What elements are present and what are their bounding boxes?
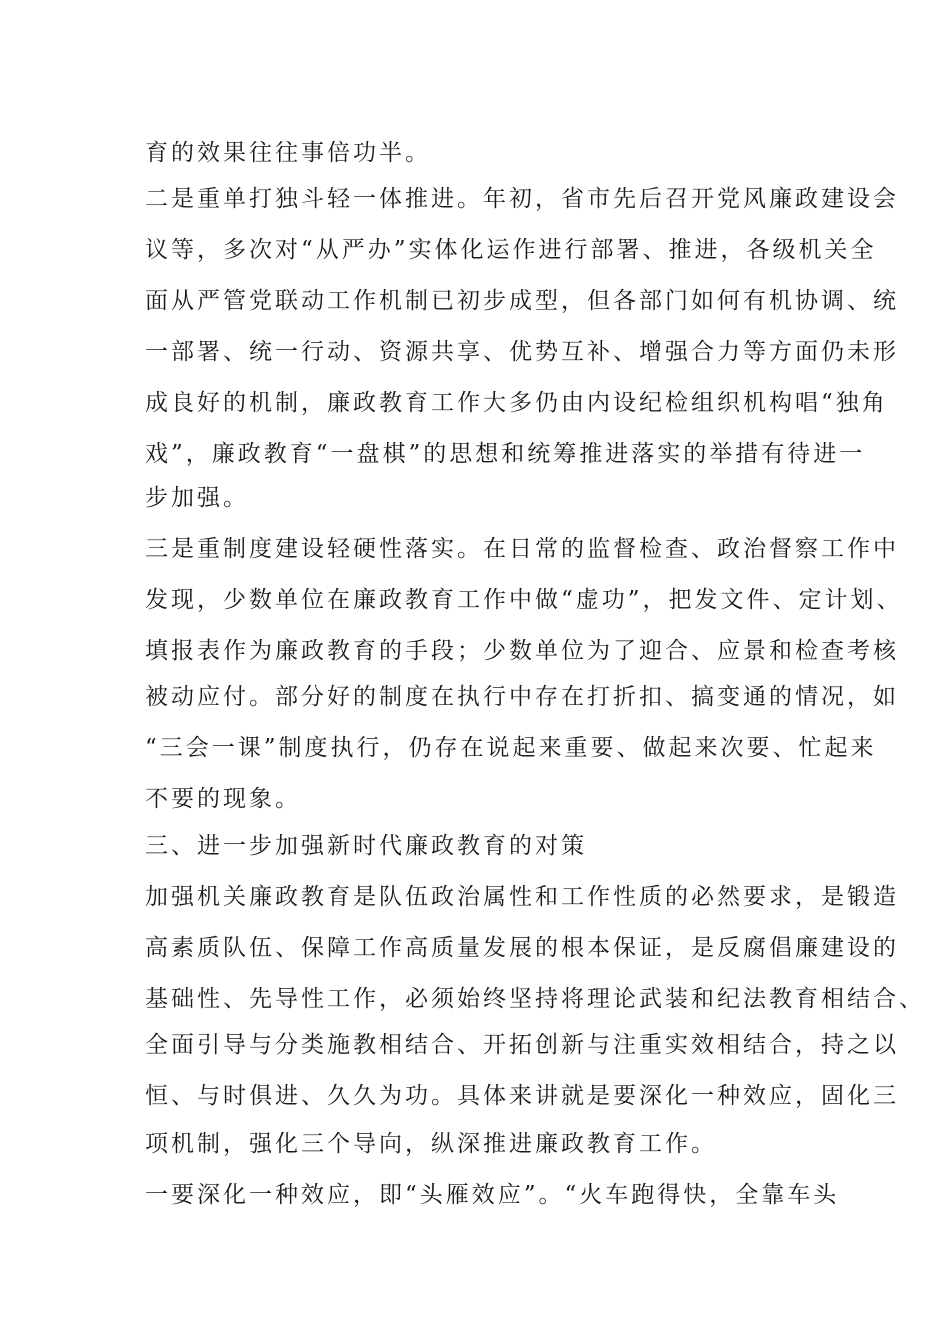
text-line: 议等，多次对“从严办”实体化运作进行部署、推进，各级机关全 [145, 237, 877, 263]
section-heading: 三、进一步加强新时代廉政教育的对策 [145, 833, 587, 859]
text-line: 一部署、统一行动、资源共享、优势互补、增强合力等方面仍未形 [145, 339, 899, 365]
text-line: 恒、与时俱进、久久为功。具体来讲就是要深化一种效应，固化三 [145, 1083, 899, 1109]
text-line: 基础性、先导性工作，必须始终坚持将理论武装和纪法教育相结合、 [145, 986, 925, 1012]
text-line: 面从严管党联动工作机制已初步成型，但各部门如何有机协调、统 [145, 288, 899, 314]
text-line: 高素质队伍、保障工作高质量发展的根本保证，是反腐倡廉建设的 [145, 935, 899, 961]
text-line: 被动应付。部分好的制度在执行中存在打折扣、搞变通的情况，如 [145, 684, 899, 710]
text-line: “三会一课”制度执行，仍存在说起来重要、做起来次要、忙起来 [145, 735, 877, 761]
text-line: 加强机关廉政教育是队伍政治属性和工作性质的必然要求，是锻造 [145, 884, 899, 910]
text-line: 项机制，强化三个导向，纵深推进廉政教育工作。 [145, 1131, 717, 1157]
text-line: 三是重制度建设轻硬性落实。在日常的监督检查、政治督察工作中 [145, 536, 899, 562]
text-line: 发现，少数单位在廉政教育工作中做“虚功”，把发文件、定计划、 [145, 587, 903, 613]
text-line: 二是重单打独斗轻一体推进。年初，省市先后召开党风廉政建设会 [145, 186, 899, 212]
text-line: 育的效果往往事倍功半。 [145, 140, 431, 166]
text-line: 不要的现象。 [145, 786, 301, 812]
text-line: 戏”，廉政教育“一盘棋”的思想和统筹推进落实的举措有待进一 [145, 441, 866, 467]
text-line: 一要深化一种效应，即“头雁效应”。“火车跑得快，全靠车头 [145, 1182, 840, 1208]
text-line: 成良好的机制，廉政教育工作大多仍由内设纪检组织机构唱“独角 [145, 390, 888, 416]
text-line: 步加强。 [145, 485, 249, 511]
text-line: 填报表作为廉政教育的手段；少数单位为了迎合、应景和检查考核 [145, 638, 899, 664]
text-line: 全面引导与分类施教相结合、开拓创新与注重实效相结合，持之以 [145, 1032, 899, 1058]
